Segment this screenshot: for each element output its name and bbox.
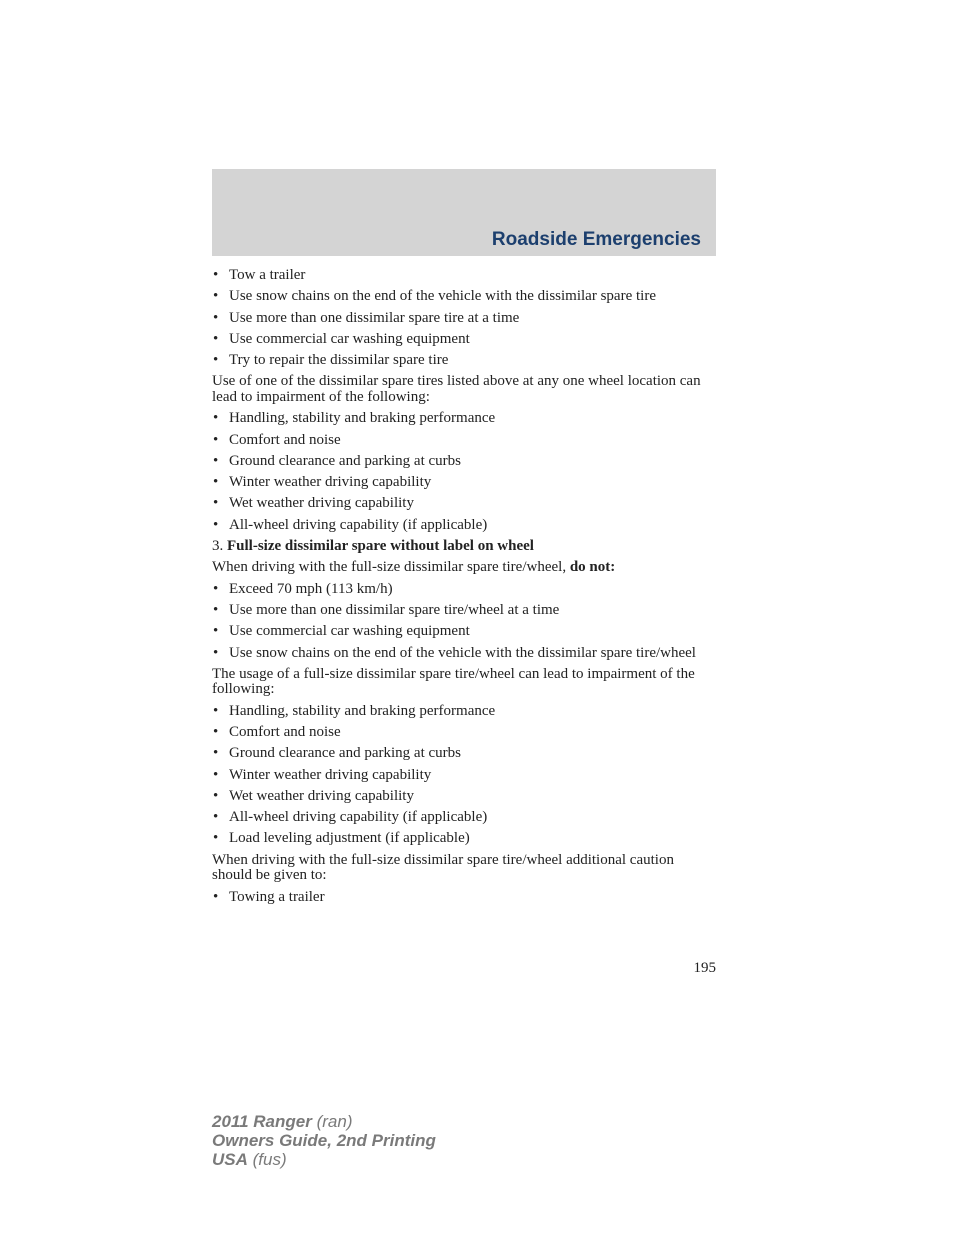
list-item: • Wet weather driving capability — [212, 789, 716, 805]
list-item: • Towing a trailer — [212, 890, 716, 906]
document-footer — [212, 1112, 436, 1169]
page-content — [212, 268, 716, 911]
footer-guide: Owners Guide, 2nd Printing — [212, 1131, 436, 1150]
footer-line — [212, 1150, 436, 1169]
list-item: • Use commercial car washing equipment — [212, 332, 716, 348]
list-item: • Use snow chains on the end of the vehicle with the dissimilar spare tire — [212, 289, 716, 305]
list-item: • Use commercial car washing equipment — [212, 624, 716, 640]
footer-market-code: (fus) — [252, 1150, 287, 1169]
list-item: • Comfort and noise — [212, 725, 716, 741]
list-item: • Handling, stability and braking performance — [212, 704, 716, 720]
page-number: 195 — [693, 960, 716, 976]
list-item: • Load leveling adjustment (if applicable) — [212, 831, 716, 847]
section-header-band — [212, 169, 716, 256]
list-item: • Use more than one dissimilar spare tire at a time — [212, 311, 716, 327]
numbered-heading — [212, 539, 716, 555]
section-title: Roadside Emergencies — [491, 229, 701, 250]
list-item: • Use more than one dissimilar spare tire/wheel at a time — [212, 603, 716, 619]
list-item: • Use snow chains on the end of the vehicle with the dissimilar spare tire/wheel — [212, 646, 716, 662]
list-item: • Wet weather driving capability — [212, 496, 716, 512]
list-item: • Try to repair the dissimilar spare tire — [212, 353, 716, 369]
restriction-list — [212, 582, 716, 661]
footer-line — [212, 1112, 436, 1131]
list-item: • Winter weather driving capability — [212, 768, 716, 784]
list-item: • Comfort and noise — [212, 433, 716, 449]
paragraph: Use of one of the dissimilar spare tires listed above at any one wheel location can lead to impairment of the following: — [212, 373, 701, 405]
paragraph — [212, 560, 716, 576]
paragraph-text: When driving with the full-size dissimilar spare tire/wheel, — [212, 559, 567, 576]
impairment-list — [212, 704, 716, 847]
list-item: • Exceed 70 mph (113 km/h) — [212, 582, 716, 598]
heading-number: 3. — [212, 538, 224, 555]
heading-title: Full-size dissimilar spare without label on wheel — [227, 538, 534, 555]
restriction-list — [212, 268, 716, 369]
list-item: • Ground clearance and parking at curbs — [212, 454, 716, 470]
list-item: • Ground clearance and parking at curbs — [212, 746, 716, 762]
paragraph: When driving with the full-size dissimilar spare tire/wheel additional caution should be given to: — [212, 851, 674, 884]
list-item: • Tow a trailer — [212, 268, 716, 284]
caution-list — [212, 890, 716, 906]
list-item: • All-wheel driving capability (if applicable) — [212, 518, 716, 534]
impairment-list — [212, 411, 716, 533]
list-item: • All-wheel driving capability (if applicable) — [212, 810, 716, 826]
list-item: • Handling, stability and braking performance — [212, 411, 716, 427]
list-item: • Winter weather driving capability — [212, 475, 716, 491]
footer-market: USA — [212, 1150, 248, 1169]
footer-model-code: (ran) — [316, 1112, 353, 1131]
paragraph-emphasis: do not: — [569, 559, 616, 576]
footer-line — [212, 1131, 436, 1150]
paragraph: The usage of a full-size dissimilar spare tire/wheel can lead to impairment of the following: — [212, 665, 695, 698]
footer-model: 2011 Ranger — [212, 1112, 312, 1131]
